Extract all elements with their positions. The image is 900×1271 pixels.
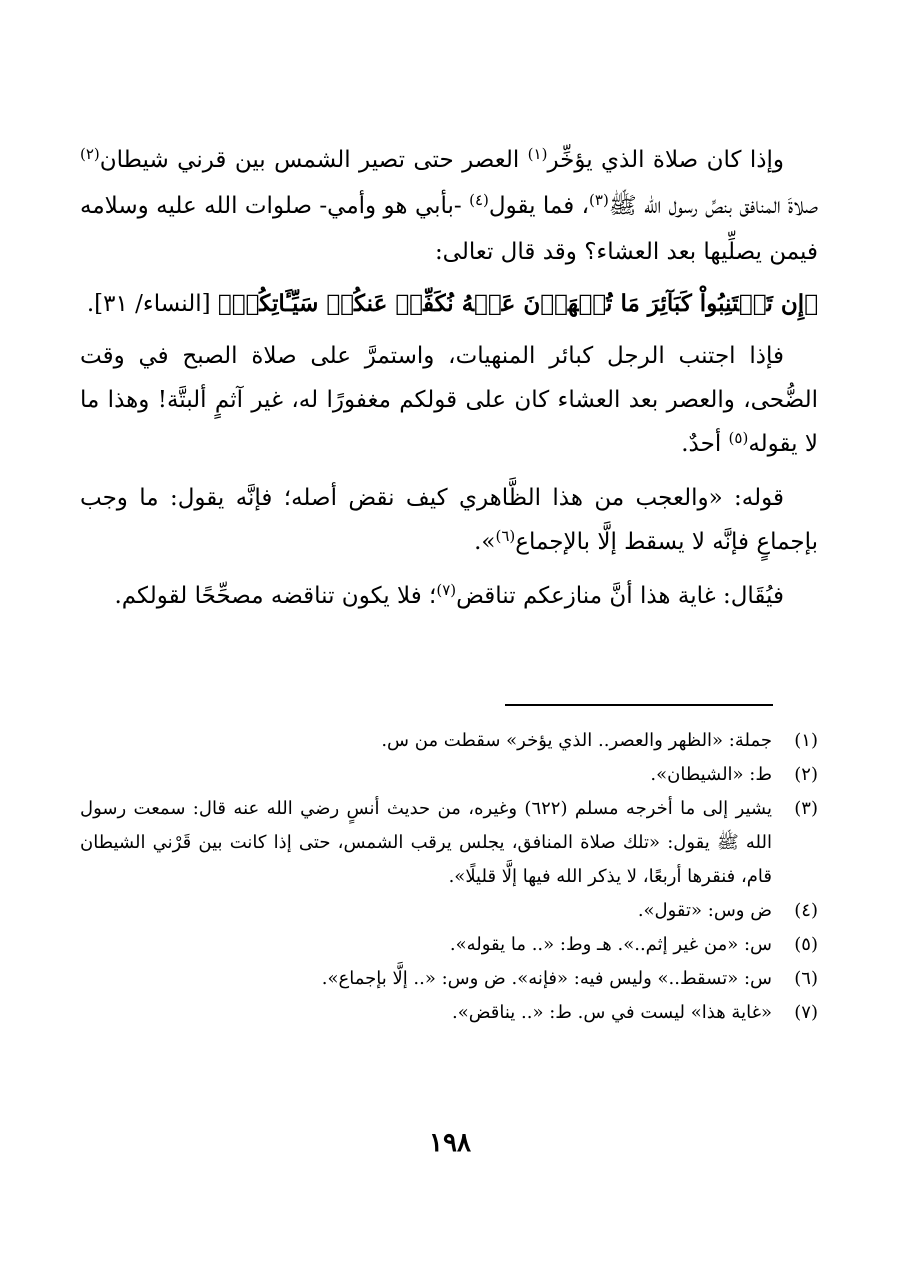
footnote-ref-6[interactable]: (٦): [495, 527, 516, 545]
text-run: ، فما يقول: [488, 193, 590, 219]
footnotes: [80, 724, 818, 1030]
footnote-number: (٣): [794, 798, 818, 819]
footnote-ref-5[interactable]: (٥): [728, 429, 749, 447]
paragraph-2: [80, 334, 818, 468]
footnote-text: ض وس: «تقول».: [637, 900, 772, 921]
footnote-ref-7[interactable]: (٧): [436, 581, 457, 599]
footnote-number: (٧): [794, 1002, 818, 1023]
footnote-text: س: «تسقط..» وليس فيه: «فإنه». ض وس: «.. إلَّا بإجماع».: [321, 968, 772, 989]
text-run: ؛ فلا يكون تناقضه مصحِّحًا لقولكم.: [114, 583, 437, 609]
text-run: فإذا اجتنب الرجل كبائر المنهيات، واستمرَّ على صلاة الصبح في وقت الضُّحى، والعصر بعد العشاء كان على قولكم مغفورًا له، غير آثمٍ ألبتَّة! وهذا ما لا يقوله: [80, 343, 818, 457]
text-run: ».: [474, 529, 496, 555]
footnote-number: (٦): [794, 968, 818, 989]
footnote-number: (٥): [794, 934, 818, 955]
text-run: وإذا كان صلاة الذي يؤخِّر: [547, 147, 784, 173]
text-run: صلاةَ المنافق بنصِّ رسول الله ﷺ: [608, 193, 818, 219]
footnote-ref-2[interactable]: (٢): [80, 145, 100, 163]
footnote-text: جملة: «الظهر والعصر.. الذي يؤخر» سقطت من س.: [381, 730, 772, 751]
main-text: [80, 138, 818, 628]
footnote-2: [80, 758, 818, 792]
footnote-ref-1[interactable]: (١): [527, 145, 548, 163]
text-run: فيُقَال: غاية هذا أنَّ منازعكم تناقض: [456, 583, 784, 609]
footnote-4: [80, 894, 818, 928]
footnote-text: ط: «الشيطان».: [650, 764, 772, 785]
text-run: العصر حتى تصير الشمس بين قرني شيطان: [99, 147, 528, 173]
text-run: أحدٌ.: [681, 431, 729, 457]
paragraph-3: [80, 476, 818, 566]
footnote-number: (١): [794, 730, 818, 751]
footnote-number: (٢): [794, 764, 818, 785]
footnote-ref-3[interactable]: (٣): [589, 191, 609, 209]
footnote-3: [80, 792, 818, 894]
footnote-separator: [505, 704, 773, 706]
footnote-6: [80, 962, 818, 996]
quran-verse-line: [80, 282, 818, 326]
footnote-1: [80, 724, 818, 758]
page-number: ١٩٨: [429, 1128, 471, 1158]
footnote-7: [80, 996, 818, 1030]
quran-verse: ﴿إِن تَجۡتَنِبُواْ كَبَآئِرَ مَا تُنۡهَوۡنَ عَنۡهُ نُكَفِّرۡ عَنكُمۡ سَيِّـَٔاتِكُمۡ﴾: [217, 290, 818, 317]
quran-reference: [النساء/ ٣١].: [86, 291, 218, 317]
paragraph-4: [80, 574, 818, 620]
text-run: قوله: «والعجب من هذا الظَّاهري كيف نقض أصله؛ فإنَّه يقول: ما وجب بإجماعٍ فإنَّه لا يسقط إلَّا بالإجماع: [80, 485, 818, 555]
footnote-ref-4[interactable]: (٤): [469, 191, 489, 209]
footnote-text: يشير إلى ما أخرجه مسلم (٦٢٢) وغيره، من حديث أنسٍ رضي الله عنه قال: سمعت رسول الله ﷺ يقول: «تلك صلاة المنافق، يجلس يرقب الشمس، حتى إذا كانت بين قَرْني الشيطان قام، فنقرها أربعًا، لا يذكر الله فيها إلَّا قليلًا».: [80, 798, 772, 887]
footnote-number: (٤): [794, 900, 818, 921]
text-run: -بأبي هو وأمي- صلوات الله عليه وسلامه فيمن يصلِّيها بعد العشاء؟ وقد قال تعالى:: [80, 193, 818, 265]
footnote-text: «غاية هذا» ليست في س. ط: «.. يناقض».: [451, 1002, 772, 1023]
footnote-text: س: «من غير إثم..». هـ وط: «.. ما يقوله».: [449, 934, 772, 955]
footnote-5: [80, 928, 818, 962]
paragraph-1: [80, 138, 818, 274]
